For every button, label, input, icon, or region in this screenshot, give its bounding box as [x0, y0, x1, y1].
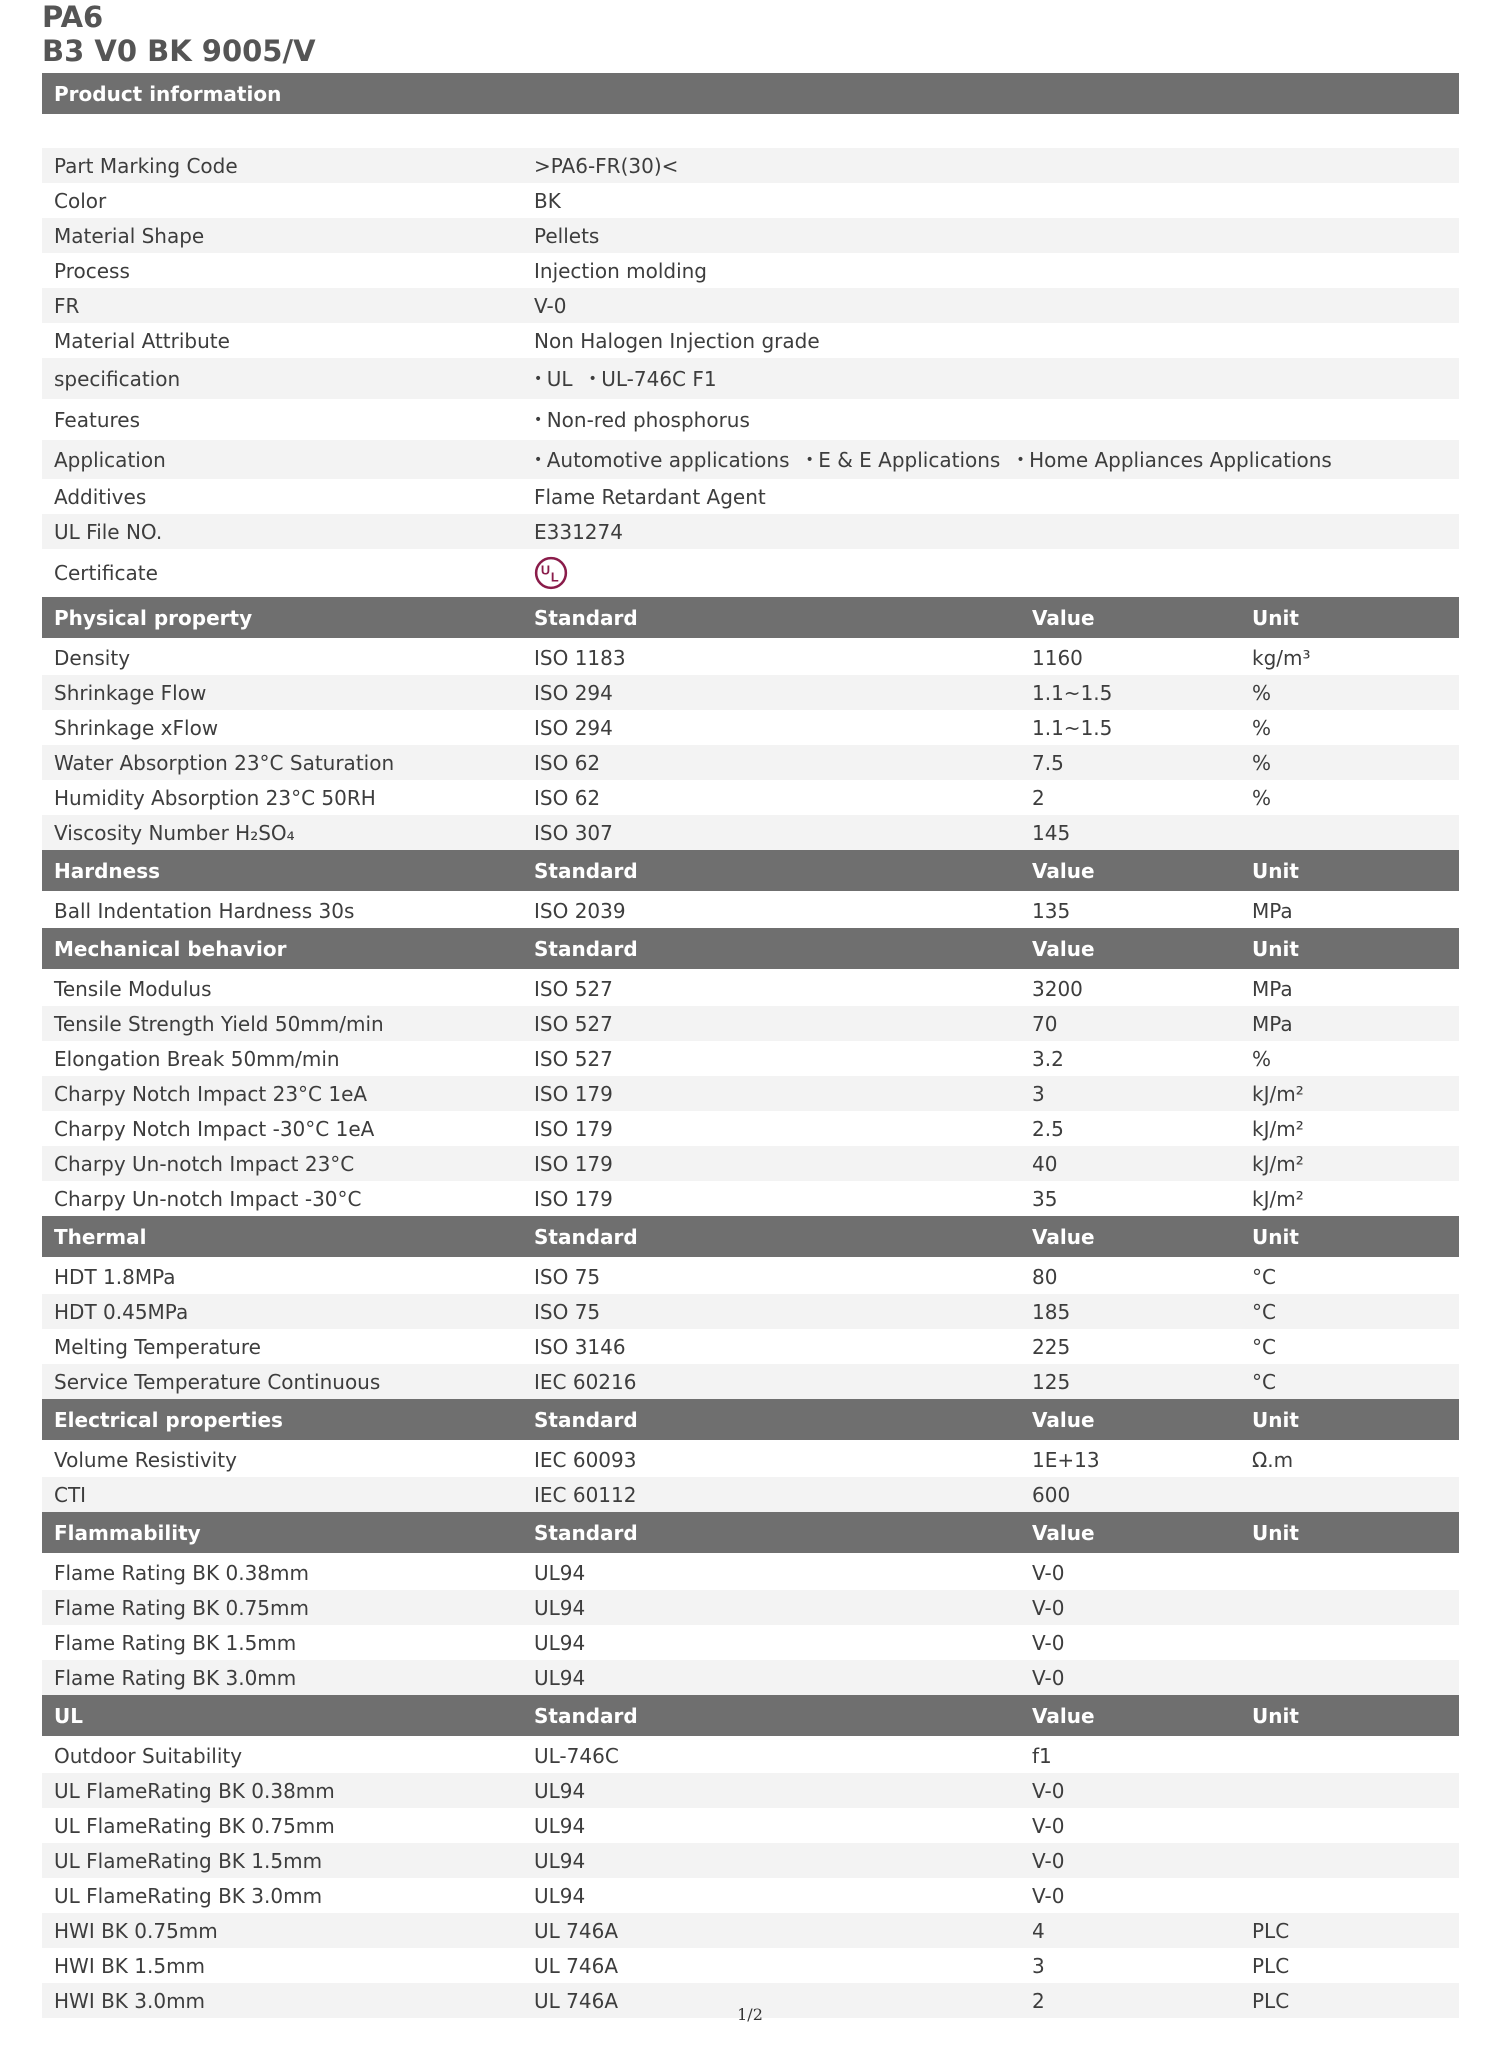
row-value: Injection molding	[534, 258, 707, 283]
property-cell: Charpy Un-notch Impact 23°C	[54, 1151, 355, 1176]
table-row	[42, 1843, 1459, 1878]
property-cell: UL FlameRating BK 1.5mm	[54, 1848, 323, 1873]
property-cell: HDT 1.8MPa	[54, 1264, 176, 1289]
property-cell: UL FlameRating BK 0.38mm	[54, 1778, 335, 1803]
column-header-value: Value	[1032, 1520, 1095, 1545]
standard-cell: ISO 527	[534, 976, 613, 1001]
property-cell: HDT 0.45MPa	[54, 1299, 189, 1324]
value-cell: 70	[1032, 1011, 1058, 1036]
section-title: Flammability	[54, 1520, 201, 1545]
standard-cell: IEC 60216	[534, 1369, 637, 1394]
section-header	[42, 1216, 1459, 1257]
property-cell: Charpy Un-notch Impact -30°C	[54, 1186, 362, 1211]
table-row	[42, 1948, 1459, 1983]
standard-cell: ISO 307	[534, 820, 613, 845]
property-cell: HWI BK 1.5mm	[54, 1953, 206, 1978]
property-cell: CTI	[54, 1482, 87, 1507]
column-header-unit: Unit	[1252, 605, 1299, 630]
row-value: Pellets	[534, 223, 600, 248]
row-label: Material Shape	[54, 223, 205, 248]
column-header-standard: Standard	[534, 1224, 638, 1249]
row-label: Application	[54, 447, 166, 472]
unit-cell: MPa	[1252, 1011, 1293, 1036]
product-info-row-ul_file	[42, 514, 1459, 549]
value-cell: 7.5	[1032, 750, 1064, 775]
certificate-logo	[534, 556, 568, 590]
section-header	[42, 850, 1459, 891]
column-header-value: Value	[1032, 858, 1095, 883]
table-row	[42, 1590, 1459, 1625]
value-cell: 225	[1032, 1334, 1071, 1359]
row-label: Process	[54, 258, 130, 283]
table-row	[42, 1442, 1459, 1477]
table-row	[42, 1808, 1459, 1843]
standard-cell: UL94	[534, 1778, 586, 1803]
table-row	[42, 1625, 1459, 1660]
value-cell: V-0	[1032, 1595, 1065, 1620]
column-header-standard: Standard	[534, 936, 638, 961]
section-title: Physical property	[54, 605, 253, 630]
unit-cell: PLC	[1252, 1953, 1290, 1978]
column-header-standard: Standard	[534, 1520, 638, 1545]
standard-cell: ISO 75	[534, 1264, 601, 1289]
table-row	[42, 1006, 1459, 1041]
standard-cell: IEC 60112	[534, 1482, 637, 1507]
unit-cell: %	[1252, 1046, 1272, 1071]
row-label: Part Marking Code	[54, 153, 238, 178]
table-row	[42, 1913, 1459, 1948]
standard-cell: ISO 179	[534, 1081, 613, 1106]
section-title: Mechanical behavior	[54, 936, 287, 961]
value-cell: V-0	[1032, 1665, 1065, 1690]
standard-cell: ISO 527	[534, 1046, 613, 1071]
standard-cell: ISO 179	[534, 1186, 613, 1211]
row-value: >PA6-FR(30)<	[534, 153, 679, 178]
standard-cell: ISO 294	[534, 715, 613, 740]
column-header-standard: Standard	[534, 858, 638, 883]
value-cell: 600	[1032, 1482, 1071, 1507]
property-cell: Density	[54, 645, 131, 670]
unit-cell: PLC	[1252, 1918, 1290, 1943]
unit-cell: °C	[1252, 1369, 1276, 1394]
standard-cell: ISO 294	[534, 680, 613, 705]
property-cell: Charpy Notch Impact -30°C 1eA	[54, 1116, 375, 1141]
bullet-item: • UL	[534, 367, 573, 391]
section-title: Thermal	[54, 1224, 147, 1249]
table-row	[42, 1477, 1459, 1512]
value-cell: 40	[1032, 1151, 1058, 1176]
svg-text:U: U	[540, 562, 551, 578]
value-cell: 3200	[1032, 976, 1083, 1001]
table-row	[42, 1076, 1459, 1111]
standard-cell: UL94	[534, 1848, 586, 1873]
property-cell: Shrinkage xFlow	[54, 715, 219, 740]
column-header-value: Value	[1032, 1224, 1095, 1249]
standard-cell: ISO 3146	[534, 1334, 626, 1359]
column-header-unit: Unit	[1252, 858, 1299, 883]
value-cell: V-0	[1032, 1560, 1065, 1585]
value-cell: 2.5	[1032, 1116, 1064, 1141]
standard-cell: UL 746A	[534, 1988, 618, 2013]
unit-cell: PLC	[1252, 1988, 1290, 2013]
features-list	[534, 408, 766, 432]
title-line-1: PA6	[42, 0, 104, 34]
value-cell: V-0	[1032, 1813, 1065, 1838]
property-cell: Water Absorption 23°C Saturation	[54, 750, 395, 775]
value-cell: 3	[1032, 1953, 1045, 1978]
column-header-unit: Unit	[1252, 1407, 1299, 1432]
unit-cell: °C	[1252, 1334, 1276, 1359]
unit-cell: °C	[1252, 1264, 1276, 1289]
bullet-item: • Non-red phosphorus	[534, 408, 750, 432]
table-row	[42, 780, 1459, 815]
table-row	[42, 1878, 1459, 1913]
bullet-item: • Home Appliances Applications	[1016, 448, 1332, 472]
spacer	[42, 116, 1459, 148]
table-row	[42, 710, 1459, 745]
table-row	[42, 1555, 1459, 1590]
column-header-standard: Standard	[534, 605, 638, 630]
property-cell: Flame Rating BK 0.38mm	[54, 1560, 309, 1585]
value-cell: 1E+13	[1032, 1447, 1100, 1472]
property-cell: Melting Temperature	[54, 1334, 261, 1359]
datasheet-table	[42, 73, 1459, 2018]
property-cell: Tensile Strength Yield 50mm/min	[54, 1011, 384, 1036]
table-row	[42, 1146, 1459, 1181]
unit-cell: kJ/m²	[1252, 1116, 1304, 1141]
ul-listed-icon	[534, 556, 568, 590]
standard-cell: UL94	[534, 1560, 586, 1585]
section-header	[42, 597, 1459, 638]
standard-cell: ISO 1183	[534, 645, 626, 670]
property-cell: Elongation Break 50mm/min	[54, 1046, 340, 1071]
standard-cell: UL-746C	[534, 1743, 619, 1768]
svg-text:L: L	[550, 569, 559, 585]
standard-cell: UL94	[534, 1630, 586, 1655]
value-cell: 3.2	[1032, 1046, 1064, 1071]
table-row	[42, 893, 1459, 928]
standard-cell: ISO 179	[534, 1116, 613, 1141]
column-header-unit: Unit	[1252, 1224, 1299, 1249]
table-row	[42, 640, 1459, 675]
bullet-item: • UL-746C F1	[589, 367, 717, 391]
standard-cell: UL 746A	[534, 1953, 618, 1978]
property-cell: Flame Rating BK 0.75mm	[54, 1595, 309, 1620]
standard-cell: UL94	[534, 1813, 586, 1838]
section-header	[42, 1399, 1459, 1440]
standard-cell: ISO 179	[534, 1151, 613, 1176]
property-cell: Viscosity Number H₂SO₄	[54, 820, 295, 845]
unit-cell: %	[1252, 715, 1272, 740]
row-value: V-0	[534, 293, 567, 318]
property-cell: HWI BK 3.0mm	[54, 1988, 206, 2013]
standard-cell: ISO 2039	[534, 898, 626, 923]
standard-cell: UL94	[534, 1883, 586, 1908]
row-value: E331274	[534, 519, 623, 544]
unit-cell: °C	[1252, 1299, 1276, 1324]
product-info-row-certificate	[42, 549, 1459, 597]
unit-cell: kJ/m²	[1252, 1186, 1304, 1211]
value-cell: 1160	[1032, 645, 1083, 670]
standard-cell: IEC 60093	[534, 1447, 637, 1472]
value-cell: V-0	[1032, 1630, 1065, 1655]
column-header-unit: Unit	[1252, 1520, 1299, 1545]
value-cell: 135	[1032, 898, 1071, 923]
value-cell: f1	[1032, 1743, 1052, 1768]
page-number: 1/2	[737, 2005, 763, 2024]
product-info-row	[42, 323, 1459, 358]
section-title: Electrical properties	[54, 1407, 283, 1432]
product-info-header	[42, 73, 1459, 114]
product-info-row-additives	[42, 479, 1459, 514]
value-cell: 35	[1032, 1186, 1058, 1211]
row-label: Additives	[54, 484, 147, 509]
unit-cell: MPa	[1252, 976, 1293, 1001]
unit-cell: Ω.m	[1252, 1447, 1294, 1472]
standard-cell: ISO 75	[534, 1299, 601, 1324]
row-label: UL File NO.	[54, 519, 163, 544]
product-info-row-specification	[42, 358, 1459, 399]
property-cell: Charpy Notch Impact 23°C 1eA	[54, 1081, 368, 1106]
table-row	[42, 1111, 1459, 1146]
column-header-unit: Unit	[1252, 1703, 1299, 1728]
section-title: Hardness	[54, 858, 161, 883]
standard-cell: ISO 62	[534, 785, 601, 810]
section-title: UL	[54, 1703, 83, 1728]
property-cell: Flame Rating BK 1.5mm	[54, 1630, 297, 1655]
value-cell: V-0	[1032, 1883, 1065, 1908]
property-cell: Ball Indentation Hardness 30s	[54, 898, 355, 923]
product-info-row	[42, 218, 1459, 253]
table-row	[42, 815, 1459, 850]
table-row	[42, 971, 1459, 1006]
column-header-standard: Standard	[534, 1407, 638, 1432]
document-title	[42, 0, 316, 68]
row-label: Features	[54, 407, 140, 432]
product-info-row-application	[42, 440, 1459, 479]
product-info-row-features	[42, 399, 1459, 440]
value-cell: V-0	[1032, 1778, 1065, 1803]
section-header	[42, 1695, 1459, 1736]
table-row	[42, 1294, 1459, 1329]
unit-cell: kJ/m²	[1252, 1081, 1304, 1106]
product-info-rows	[42, 148, 1459, 597]
property-cell: UL FlameRating BK 3.0mm	[54, 1883, 323, 1908]
unit-cell: kJ/m²	[1252, 1151, 1304, 1176]
value-cell: 185	[1032, 1299, 1071, 1324]
table-row	[42, 1259, 1459, 1294]
column-header-value: Value	[1032, 605, 1095, 630]
product-info-header-label: Product information	[54, 81, 282, 106]
row-label: Material Attribute	[54, 328, 230, 353]
table-row	[42, 1041, 1459, 1076]
column-header-value: Value	[1032, 1407, 1095, 1432]
product-info-row	[42, 148, 1459, 183]
row-label: Certificate	[54, 561, 158, 585]
value-cell: 1.1~1.5	[1032, 680, 1113, 705]
property-cell: Volume Resistivity	[54, 1447, 237, 1472]
standard-cell: UL 746A	[534, 1918, 618, 1943]
value-cell: 80	[1032, 1264, 1058, 1289]
row-value: BK	[534, 188, 561, 213]
value-cell: 2	[1032, 785, 1045, 810]
table-row	[42, 745, 1459, 780]
application-list	[534, 448, 1348, 472]
unit-cell: %	[1252, 750, 1272, 775]
value-cell: 125	[1032, 1369, 1071, 1394]
property-sections	[42, 597, 1459, 2018]
standard-cell: ISO 62	[534, 750, 601, 775]
standard-cell: ISO 527	[534, 1011, 613, 1036]
standard-cell: UL94	[534, 1595, 586, 1620]
bullet-item: • E & E Applications	[806, 448, 1001, 472]
property-cell: Service Temperature Continuous	[54, 1369, 381, 1394]
specification-list	[534, 367, 733, 391]
row-label: Color	[54, 188, 107, 213]
value-cell: 145	[1032, 820, 1071, 845]
unit-cell: %	[1252, 785, 1272, 810]
property-cell: Humidity Absorption 23°C 50RH	[54, 785, 376, 810]
row-value: Flame Retardant Agent	[534, 484, 766, 509]
value-cell: 4	[1032, 1918, 1045, 1943]
column-header-standard: Standard	[534, 1703, 638, 1728]
unit-cell: kg/m³	[1252, 645, 1311, 670]
property-cell: Shrinkage Flow	[54, 680, 207, 705]
value-cell: 2	[1032, 1988, 1045, 2013]
value-cell: 1.1~1.5	[1032, 715, 1113, 740]
column-header-value: Value	[1032, 1703, 1095, 1728]
property-cell: Flame Rating BK 3.0mm	[54, 1665, 297, 1690]
product-info-row	[42, 183, 1459, 218]
section-header	[42, 1512, 1459, 1553]
unit-cell: MPa	[1252, 898, 1293, 923]
value-cell: V-0	[1032, 1848, 1065, 1873]
property-cell: HWI BK 0.75mm	[54, 1918, 218, 1943]
table-row	[42, 1660, 1459, 1695]
row-label: specification	[54, 366, 181, 391]
value-cell: 3	[1032, 1081, 1045, 1106]
row-label: FR	[54, 293, 80, 318]
product-info-row	[42, 288, 1459, 323]
bullet-item: • Automotive applications	[534, 448, 790, 472]
product-info-row	[42, 253, 1459, 288]
row-value: Non Halogen Injection grade	[534, 328, 820, 353]
table-row	[42, 675, 1459, 710]
table-row	[42, 1329, 1459, 1364]
table-row	[42, 1181, 1459, 1216]
column-header-value: Value	[1032, 936, 1095, 961]
property-cell: Tensile Modulus	[54, 976, 212, 1001]
property-cell: UL FlameRating BK 0.75mm	[54, 1813, 335, 1838]
property-cell: Outdoor Suitability	[54, 1743, 243, 1768]
table-row	[42, 1773, 1459, 1808]
column-header-unit: Unit	[1252, 936, 1299, 961]
table-row	[42, 1738, 1459, 1773]
unit-cell: %	[1252, 680, 1272, 705]
table-row	[42, 1364, 1459, 1399]
standard-cell: UL94	[534, 1665, 586, 1690]
section-header	[42, 928, 1459, 969]
title-line-2: B3 V0 BK 9005/V	[42, 34, 316, 68]
